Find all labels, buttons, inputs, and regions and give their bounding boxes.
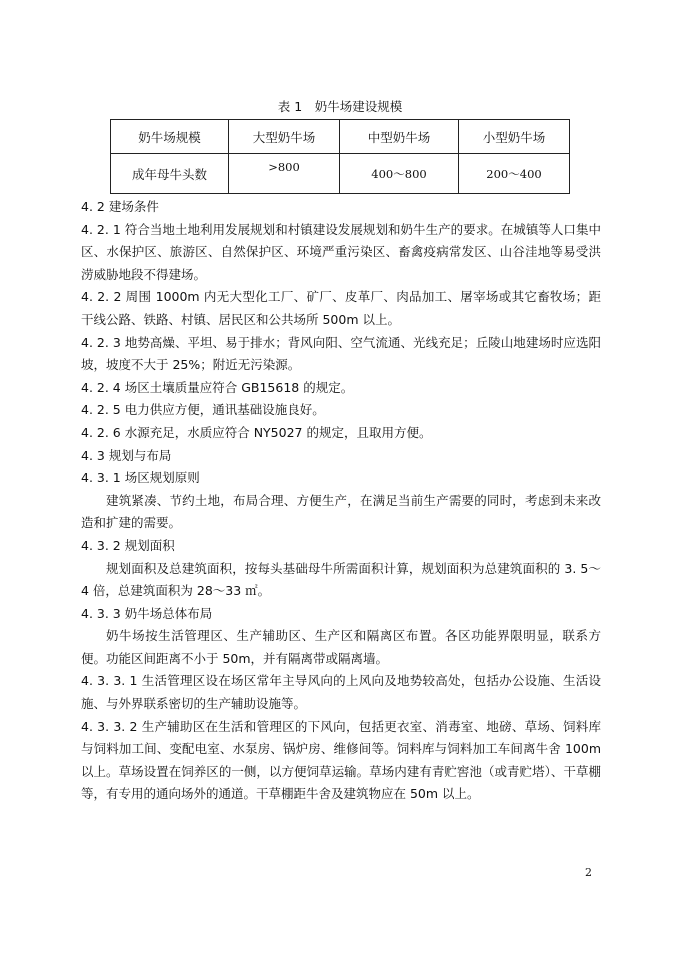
table-header-cell: 小型奶牛场 — [459, 120, 570, 154]
table-cell: >800 — [229, 154, 340, 194]
clause-paragraph: 4. 3. 3. 1 生活管理区设在场区常年主导风向的上风向及地势较高处，包括办公设施、生活设施、与外界联系密切的生产辅助设施等。 — [81, 673, 601, 712]
document-body — [81, 196, 601, 806]
subsection-heading: 4. 3. 1 场区规划原则 — [81, 470, 200, 486]
section-heading: 4. 2 建场条件 — [81, 199, 159, 214]
table-cell: 200～400 — [459, 154, 570, 194]
table-header-row — [111, 120, 570, 154]
subsection-heading: 4. 3. 3 奶牛场总体布局 — [81, 605, 213, 621]
clause-paragraph: 4. 2. 2 周围 1000m 内无大型化工厂、矿厂、皮革厂、肉品加工、屠宰场或其它畜牧场；距干线公路、铁路、村镇、居民区和公共场所 500m 以上。 — [81, 289, 601, 327]
body-paragraph: 规划面积及总建筑面积，按每头基础母牛所需面积计算，规划面积为总建筑面积的 3. 5～4 倍，总建筑面积为 28～33 ㎡。 — [81, 560, 601, 599]
table-header-cell: 大型奶牛场 — [229, 120, 340, 154]
clause-paragraph: 4. 2. 4 场区土壤质量应符合 GB15618 的规定。 — [81, 379, 354, 395]
table-header-cell: 中型奶牛场 — [340, 120, 459, 154]
subsection-heading: 4. 3. 2 规划面积 — [81, 537, 175, 553]
table-cell: 成年母牛头数 — [111, 154, 229, 194]
table-caption: 表 1 奶牛场建设规模 — [277, 99, 403, 114]
clause-paragraph: 4. 3. 3. 2 生产辅助区在生活和管理区的下风向，包括更衣室、消毒室、地磅、草场、饲料库与饲料加工间、变配电室、水泵房、锅炉房、维修间等。饲料库与饲料加工车间离牛舍 100m 以上。草场设置在饲养区的一侧，以方便饲草运输。草场内建有青贮窖池（或青贮塔）、干草棚等，有专用的通向场外的通道。干草棚距牛舍及建筑物应在 50m 以上。 — [81, 718, 601, 802]
clause-paragraph: 4. 2. 6 水源充足，水质应符合 NY5027 的规定，且取用方便。 — [81, 424, 432, 440]
clause-paragraph: 4. 2. 1 符合当地土地利用发展规划和村镇建设发展规划和奶牛生产的要求。在城镇等人口集中区、水保护区、旅游区、自然保护区、环境严重污染区、畜禽疫病常发区、山谷洼地等易受洪涝威胁地段不得建场。 — [81, 221, 601, 282]
clause-paragraph: 4. 2. 5 电力供应方便，通讯基础设施良好。 — [81, 402, 325, 418]
section-heading: 4. 3 规划与布局 — [81, 447, 172, 463]
table-row — [111, 154, 570, 194]
table-cell: 400～800 — [340, 154, 459, 194]
dairy-farm-scale-table — [110, 119, 570, 194]
body-paragraph: 建筑紧凑、节约土地，布局合理、方便生产，在满足当前生产需要的同时，考虑到未来改造和扩建的需要。 — [81, 492, 601, 531]
clause-paragraph: 4. 2. 3 地势高燥、平坦、易于排水；背风向阳、空气流通、光线充足；丘陵山地建场时应选阳坡，坡度不大于 25%；附近无污染源。 — [81, 334, 601, 373]
table-header-cell: 奶牛场规模 — [111, 120, 229, 154]
page-number: 2 — [585, 866, 592, 879]
body-paragraph: 奶牛场按生活管理区、生产辅助区、生产区和隔离区布置。各区功能界限明显，联系方便。功能区间距离不小于 50m，并有隔离带或隔离墙。 — [81, 628, 601, 666]
